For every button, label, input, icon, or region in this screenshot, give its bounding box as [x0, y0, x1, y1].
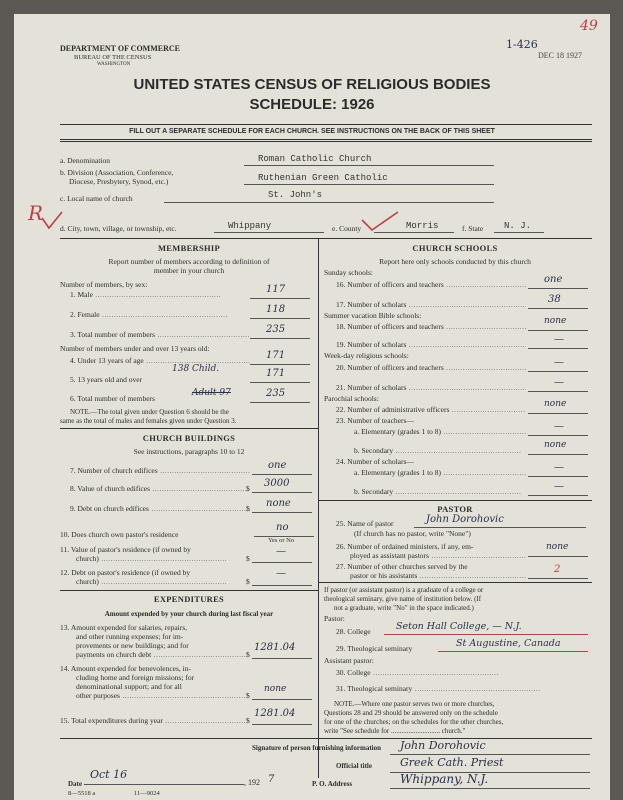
q14-dollar: $	[246, 691, 250, 700]
q6-label: 6. Total number of members	[70, 394, 155, 403]
graduate-note-1: If pastor (or assistant pastor) is a graduate of a college or	[324, 586, 484, 594]
q9-dollar: $	[246, 504, 250, 513]
division-label-2: Diocese, Presbytery, Synod, etc.)	[69, 177, 169, 186]
field-line	[250, 318, 310, 319]
signature-label: Signature of person furnishing information	[252, 744, 381, 752]
q10-label: 10. Does church own pastor's residence	[60, 530, 179, 539]
field-line	[528, 435, 588, 436]
form-title: UNITED STATES CENSUS OF RELIGIOUS BODIES	[133, 76, 491, 93]
parochial-schools-label: Parochial schools:	[324, 394, 379, 403]
pastor-subhead: Pastor:	[324, 614, 345, 623]
po-address-value: Whippany, N.J.	[400, 772, 489, 786]
pastor-title: PASTOR	[437, 504, 473, 514]
q19-value: —	[554, 334, 564, 345]
field-line	[390, 788, 590, 789]
field-line	[528, 308, 588, 309]
field-line	[250, 298, 310, 299]
form-subtitle: SCHEDULE: 1926	[249, 96, 375, 113]
q19-label: 19. Number of scholars .....	[336, 340, 526, 349]
q26-label-1: 26. Number of ordained ministers, if any, em-	[336, 542, 474, 551]
q20-label: 20. Number of officers and teachers .....	[336, 363, 526, 372]
graduate-note-3: not a graduate, write "No" in the space indicated.)	[334, 604, 474, 612]
q13-dollar: $	[246, 650, 250, 659]
q3-label: 3. Total number of members .....	[70, 330, 250, 339]
q14-label-4: other purposes .....	[76, 691, 246, 700]
q15-dollar: $	[246, 716, 250, 725]
q5-label: 5. 13 years old and over	[70, 375, 143, 384]
buildings-title: CHURCH BUILDINGS	[142, 433, 236, 443]
q16-value: one	[544, 274, 563, 285]
q4-value: 171	[266, 350, 286, 361]
local-name-label: c. Local name of church	[60, 194, 133, 203]
q5-value: 171	[266, 368, 286, 379]
q7-value: one	[268, 460, 287, 471]
q27-label-1: 27. Number of other churches served by the	[336, 562, 468, 571]
q13-label-3: provements or new buildings; and for	[76, 641, 189, 650]
pastor-note-3: for one of the churches; on the schedules for the other churches,	[324, 718, 504, 726]
division-value: Ruthenian Green Catholic	[258, 173, 388, 183]
q1-label: 1. Male .....	[70, 290, 250, 299]
schools-intro: Report here only schools conducted by this church	[379, 257, 531, 266]
q22-label: 22. Number of administrative officers .....	[336, 405, 526, 414]
q6-note: Adult 97	[192, 388, 231, 398]
field-line	[250, 338, 310, 339]
q13-label-2: and other running expenses; for im-	[76, 632, 184, 641]
q14-label-2: cluding home and foreign missions; for	[76, 673, 195, 682]
rule	[60, 738, 592, 739]
margin-mark: R	[28, 201, 44, 225]
rule	[318, 500, 592, 501]
q18-label: 18. Number of officers and teachers .....	[336, 322, 526, 331]
age-head-label: Number of members under and over 13 years old:	[60, 344, 210, 353]
q1-value: 117	[266, 284, 286, 295]
year-prefix: , 192	[244, 778, 260, 787]
summer-schools-label: Summer vacation Bible schools:	[324, 311, 422, 320]
q20-value: —	[554, 357, 564, 368]
state-value: N. J.	[504, 221, 532, 231]
weekday-schools-label: Week-day religious schools:	[324, 351, 409, 360]
q15-label: 15. Total expenditures during year .....	[60, 716, 246, 725]
q23b-label: b. Secondary .....	[354, 446, 526, 455]
schools-title: CHURCH SCHOOLS	[412, 243, 498, 253]
membership-note-1: NOTE.—The total given under Question 6 should be the	[70, 408, 229, 416]
q14-label-1: 14. Amount expended for benevolences, in-	[60, 664, 192, 673]
field-line	[494, 232, 544, 233]
q24b-value: —	[554, 481, 564, 492]
q3-value: 235	[266, 324, 286, 335]
membership-intro-2: member in your church	[153, 266, 225, 275]
q11-label-1: 11. Value of pastor's residence (if owned by	[60, 545, 191, 554]
official-title-label: Official title	[336, 762, 372, 770]
q22-value: none	[544, 399, 567, 409]
official-title-value: Greek Cath. Priest	[400, 756, 504, 769]
field-line	[252, 699, 312, 700]
q28-label: 28. College	[336, 627, 371, 636]
q13-label-1: 13. Amount expended for salaries, repairs,	[60, 623, 188, 632]
q29-value: St Augustine, Canada	[456, 638, 561, 649]
q10-value: no	[276, 522, 289, 533]
pastor-note-4: write "See schedule for ............................ church."	[324, 727, 466, 735]
field-line	[244, 165, 494, 166]
field-line	[250, 364, 310, 365]
q24b-label: b. Secondary .....	[354, 487, 526, 496]
year-digit: 7	[268, 774, 275, 785]
q14-value: none	[264, 684, 287, 694]
received-stamp-date: DEC 18 1927	[538, 51, 582, 60]
corner-number: 49	[580, 18, 598, 34]
red-check-mark-icon	[360, 210, 400, 232]
q13-label-4: payments on church debt .....	[76, 650, 246, 659]
assistant-pastor-subhead: Assistant pastor:	[324, 656, 374, 665]
q13-value: 1281.04	[254, 642, 296, 653]
city-value: Whippany	[228, 221, 272, 231]
pastor-note-1: NOTE.—Where one pastor serves two or more churches,	[334, 700, 495, 708]
q25-label: 25. Name of pastor	[336, 519, 394, 528]
field-line	[252, 585, 312, 586]
field-line	[528, 454, 588, 455]
q15-value: 1281.04	[254, 708, 296, 719]
q31-label: 31. Theological seminary .....	[336, 684, 586, 693]
q26-value: none	[546, 542, 569, 552]
city-label: d. City, town, village, or township, etc.	[60, 224, 177, 233]
q29-label: 29. Theological seminary	[336, 644, 413, 653]
q23-label: 23. Number of teachers—	[336, 416, 414, 425]
rule	[60, 124, 592, 125]
q17-label: 17. Number of scholars .....	[336, 300, 526, 309]
county-label: e. County	[332, 224, 362, 233]
signature-value: John Dorohovic	[400, 739, 486, 752]
date-value: Oct 16	[90, 768, 128, 781]
field-line	[252, 658, 312, 659]
q27-value: 2	[554, 564, 561, 575]
q8-dollar: $	[246, 484, 250, 493]
q12-dollar: $	[246, 577, 250, 586]
q25-hint: (If church has no pastor, write "None")	[354, 529, 471, 538]
stamp-number: 1-426	[506, 38, 538, 51]
q12-value: —	[276, 568, 286, 579]
graduate-note-2: theological seminary, give name of institution below. (If	[324, 595, 482, 603]
q23b-value: none	[544, 440, 567, 450]
q8-value: 3000	[264, 478, 290, 489]
q14-label-3: denominational support; and for all	[76, 682, 182, 691]
field-line	[252, 724, 312, 725]
q11-value: —	[276, 546, 286, 557]
rule	[60, 141, 592, 142]
field-line	[528, 371, 588, 372]
field-line	[250, 402, 310, 403]
q21-value: —	[554, 377, 564, 388]
county-value: Morris	[406, 221, 439, 231]
division-label-1: b. Division (Association, Conference,	[60, 168, 174, 177]
membership-title: MEMBERSHIP	[157, 243, 221, 253]
field-line	[390, 754, 590, 755]
q2-value: 118	[266, 304, 286, 315]
field-line	[438, 651, 588, 652]
field-line	[528, 476, 588, 477]
q24a-value: —	[554, 462, 564, 473]
pastor-note-2: Questions 28 and 29 should be answered only on the schedule	[324, 709, 498, 717]
q26-label-2: ployed as assistant pastors .....	[350, 551, 526, 560]
field-line	[528, 413, 588, 414]
field-line	[528, 578, 588, 579]
membership-note-2: same as the total of males and females given under Question 3.	[60, 417, 237, 425]
q9-value: none	[266, 498, 291, 509]
date-label: Date	[68, 780, 82, 788]
field-line	[252, 474, 312, 475]
po-address-label: P. O. Address	[312, 780, 353, 788]
q4-label: 4. Under 13 years of age .....	[70, 356, 250, 365]
members-by-sex-label: Number of members, by sex:	[60, 280, 148, 289]
expenditures-title: EXPENDITURES	[153, 594, 225, 604]
q2-label: 2. Female .....	[70, 310, 250, 319]
rule	[60, 428, 318, 429]
q23a-label: a. Elementary (grades 1 to 8) .....	[354, 427, 526, 436]
field-line	[250, 382, 310, 383]
field-line	[252, 492, 312, 493]
field-line	[528, 348, 588, 349]
bureau-city: WASHINGTON	[97, 62, 131, 67]
q9-label: 9. Debt on church edifices .....	[70, 504, 250, 513]
field-line	[244, 184, 494, 185]
field-line	[384, 634, 588, 635]
q6-value: 235	[266, 388, 286, 399]
state-label: f. State	[462, 224, 484, 233]
denomination-label: a. Denomination	[60, 156, 110, 165]
q10-hint: Yes or No	[268, 537, 295, 544]
q11-label-2: church) .....	[76, 554, 246, 563]
form-code: 8—5518 a	[68, 790, 96, 797]
field-line	[252, 512, 312, 513]
q27-label-2: pastor or his assistants .....	[350, 571, 526, 580]
field-line	[528, 495, 588, 496]
membership-intro-1: Report number of members according to definition of	[108, 257, 270, 266]
field-line	[214, 232, 324, 233]
department-name: DEPARTMENT OF COMMERCE	[60, 44, 181, 53]
denomination-value: Roman Catholic Church	[258, 154, 372, 164]
field-line	[84, 784, 244, 785]
q8-label: 8. Value of church edifices .....	[70, 484, 250, 493]
form-code-2: 11—9024	[134, 790, 160, 797]
q12-label-1: 12. Debt on pastor's residence (if owned by	[60, 568, 191, 577]
q25-value: John Dorohovic	[426, 514, 504, 525]
q30-label: 30. College .....	[336, 668, 586, 677]
rule	[60, 238, 592, 239]
field-line	[528, 391, 588, 392]
buildings-intro: See instructions, paragraphs 10 to 12	[133, 447, 245, 456]
field-line	[374, 232, 454, 233]
field-line	[528, 330, 588, 331]
q12-label-2: church) .....	[76, 577, 246, 586]
field-line	[528, 288, 588, 289]
q21-label: 21. Number of scholars .....	[336, 383, 526, 392]
bureau-name: BUREAU OF THE CENSUS	[74, 54, 152, 61]
rule	[60, 139, 592, 140]
field-line	[528, 556, 588, 557]
q5-note: 138 Child.	[172, 364, 220, 374]
rule	[60, 590, 318, 591]
q28-value: Seton Hall College, — N.J.	[396, 621, 522, 632]
sunday-schools-label: Sunday schools:	[324, 268, 373, 277]
q18-value: none	[544, 316, 567, 326]
local-name-value: St. John's	[268, 190, 323, 200]
q24a-label: a. Elementary (grades 1 to 8) .....	[354, 468, 526, 477]
q23a-value: —	[554, 421, 564, 432]
census-schedule-sheet	[14, 14, 610, 800]
field-line	[164, 202, 494, 203]
field-line	[414, 527, 586, 528]
instruction-line: FILL OUT A SEPARATE SCHEDULE FOR EACH CHURCH. SEE INSTRUCTIONS ON THE BACK OF THIS SHEET	[129, 128, 495, 135]
q24-label: 24. Number of scholars—	[336, 457, 414, 466]
q17-value: 38	[548, 294, 561, 305]
q16-label: 16. Number of officers and teachers .....	[336, 280, 526, 289]
rule	[318, 582, 592, 583]
q11-dollar: $	[246, 554, 250, 563]
expenditures-intro: Amount expended by your church during last fiscal year	[104, 610, 274, 618]
q7-label: 7. Number of church edifices .....	[70, 466, 250, 475]
field-line	[252, 562, 312, 563]
